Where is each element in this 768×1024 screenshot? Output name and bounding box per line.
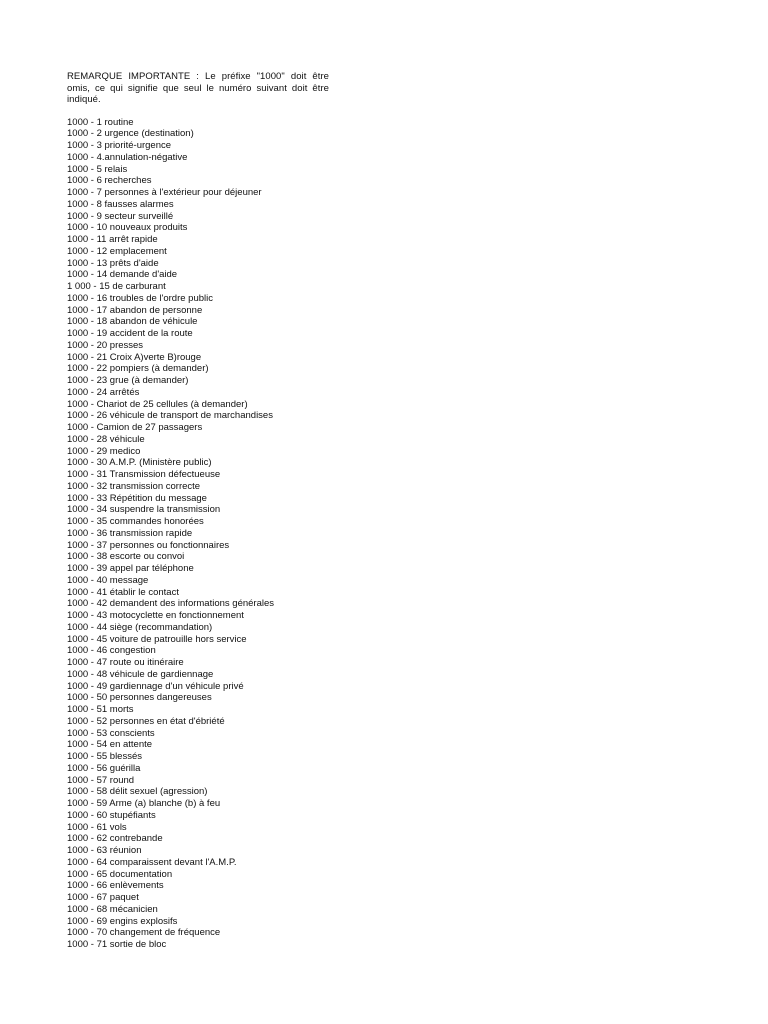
code-list-item: 1000 - 16 troubles de l'ordre public (67, 292, 213, 304)
code-list-item: 1000 - 9 secteur surveillé (67, 210, 174, 222)
code-list-item: 1000 - 8 fausses alarmes (67, 198, 174, 210)
code-list-item: 1000 - 68 mécanicien (67, 903, 158, 915)
code-list-item: 1000 - 38 escorte ou convoi (67, 551, 185, 563)
code-list-item: 1000 - 69 engins explosifs (67, 915, 178, 927)
code-list-item: 1000 - 55 blessés (67, 751, 142, 762)
code-list-item: 1000 - 66 enlèvements (67, 880, 164, 892)
code-list-item: 1000 - 19 accident de la route (67, 328, 193, 339)
code-list-item: 1000 - 62 contrebande (67, 833, 163, 845)
important-note: REMARQUE IMPORTANTE : Le préfixe "1000" doit être omis, ce qui signifie que seul le numéro suivant doit être indiqué. (67, 71, 329, 105)
document-page (67, 71, 329, 951)
code-list-item: 1000 - 57 round (67, 774, 135, 786)
code-list-item: 1000 - 28 véhicule (67, 433, 145, 445)
code-list-item: 1000 - 53 conscients (67, 727, 155, 739)
code-list-item: 1000 - Camion de 27 passagers (67, 422, 203, 433)
code-list-item: 1000 - 36 transmission rapide (67, 527, 193, 539)
code-list-item: 1000 - 7 personnes à l'extérieur pour déjeuner (67, 187, 262, 198)
code-list-item: 1000 - 1 routine (67, 116, 134, 128)
code-list-item: 1000 - 71 sortie de bloc (67, 939, 167, 950)
code-list-item: 1000 - 52 personnes en état d'ébriété (67, 715, 225, 727)
code-list-item: 1000 - 54 en attente (67, 739, 153, 751)
code-list-item: 1000 - 5 relais (67, 163, 128, 175)
code-list-item: 1000 - 29 medico (67, 445, 141, 457)
code-list-item: 1000 - 70 changement de fréquence (67, 927, 221, 939)
code-list-item: 1000 - 39 appel par téléphone (67, 563, 194, 574)
code-list-item: 1000 - 21 Croix A)verte B)rouge (67, 351, 202, 363)
code-list-item: 1000 - 2 urgence (destination) (67, 128, 194, 140)
code-list-item: 1000 - 42 demandent des informations générales (67, 598, 275, 610)
code-list-item: 1000 - 45 voiture de patrouille hors service (67, 633, 247, 645)
code-list-item: 1000 - 37 personnes ou fonctionnaires (67, 539, 230, 551)
code-list-item: 1000 - 40 message (67, 574, 149, 586)
code-list-item: 1000 - 58 délit sexuel (agression) (67, 786, 208, 798)
code-list-item: 1000 - 60 stupéfiants (67, 809, 156, 821)
code-list-item: 1000 - 33 Répétition du message (67, 492, 207, 504)
code-list-item: 1000 - 20 presses (67, 339, 144, 351)
code-list-item: 1 000 - 15 de carburant (67, 281, 166, 292)
code-list-item: 1000 - 47 route ou itinéraire (67, 657, 184, 668)
code-list-item: 1000 - 13 prêts d'aide (67, 257, 159, 269)
code-list-item: 1000 - 18 abandon de véhicule (67, 316, 198, 328)
code-list-item: 1000 - 4.annulation-négative (67, 151, 188, 163)
code-list-item: 1000 - 59 Arme (a) blanche (b) à feu (67, 798, 221, 809)
code-list-item: 1000 - 46 congestion (67, 645, 156, 657)
code-list-item: 1000 - 24 arrêtés (67, 386, 140, 398)
code-list-item: 1000 - 10 nouveaux produits (67, 222, 188, 234)
code-list-item: 1000 - 41 établir le contact (67, 586, 179, 598)
code-list-item: 1000 - 64 comparaissent devant l'A.M.P. (67, 856, 237, 868)
code-list-item: 1000 - 17 abandon de personne (67, 304, 203, 316)
code-list-item: 1000 - 43 motocyclette en fonctionnement (67, 610, 244, 621)
code-list-item: 1000 - 44 siège (recommandation) (67, 621, 213, 633)
code-list-item: 1000 - 63 réunion (67, 845, 142, 856)
code-list-item: 1000 - 32 transmission correcte (67, 480, 201, 492)
code-list-item: 1000 - 30 A.M.P. (Ministère public) (67, 457, 212, 469)
code-list-item: 1000 - Chariot de 25 cellules (à demander) (67, 398, 248, 410)
code-list-item: 1000 - 51 morts (67, 704, 134, 715)
code-list-item: 1000 - 65 documentation (67, 868, 173, 880)
code-list-item: 1000 - 56 guérilla (67, 762, 141, 774)
code-list-item: 1000 - 22 pompiers (à demander) (67, 363, 209, 375)
code-list-item: 1000 - 11 arrêt rapide (67, 234, 158, 245)
code-list-item: 1000 - 35 commandes honorées (67, 516, 204, 527)
code-list-item: 1000 - 49 gardiennage d'un véhicule privé (67, 680, 244, 692)
code-list-item: 1000 - 48 véhicule de gardiennage (67, 668, 214, 680)
code-list-item: 1000 - 3 priorité-urgence (67, 140, 172, 151)
code-list-item: 1000 - 61 vols (67, 821, 127, 833)
code-list-item: 1000 - 34 suspendre la transmission (67, 504, 221, 516)
code-list-item: 1000 - 14 demande d'aide (67, 269, 178, 281)
code-list-item: 1000 - 6 recherches (67, 175, 152, 187)
code-list-item: 1000 - 12 emplacement (67, 245, 167, 257)
code-list-item: 1000 - 31 Transmission défectueuse (67, 469, 221, 480)
code-list-item: 1000 - 67 paquet (67, 892, 139, 903)
code-list-item: 1000 - 50 personnes dangereuses (67, 692, 212, 704)
code-list-item: 1000 - 23 grue (à demander) (67, 375, 189, 386)
code-list (67, 117, 329, 951)
code-list-item: 1000 - 26 véhicule de transport de marchandises (67, 410, 273, 422)
